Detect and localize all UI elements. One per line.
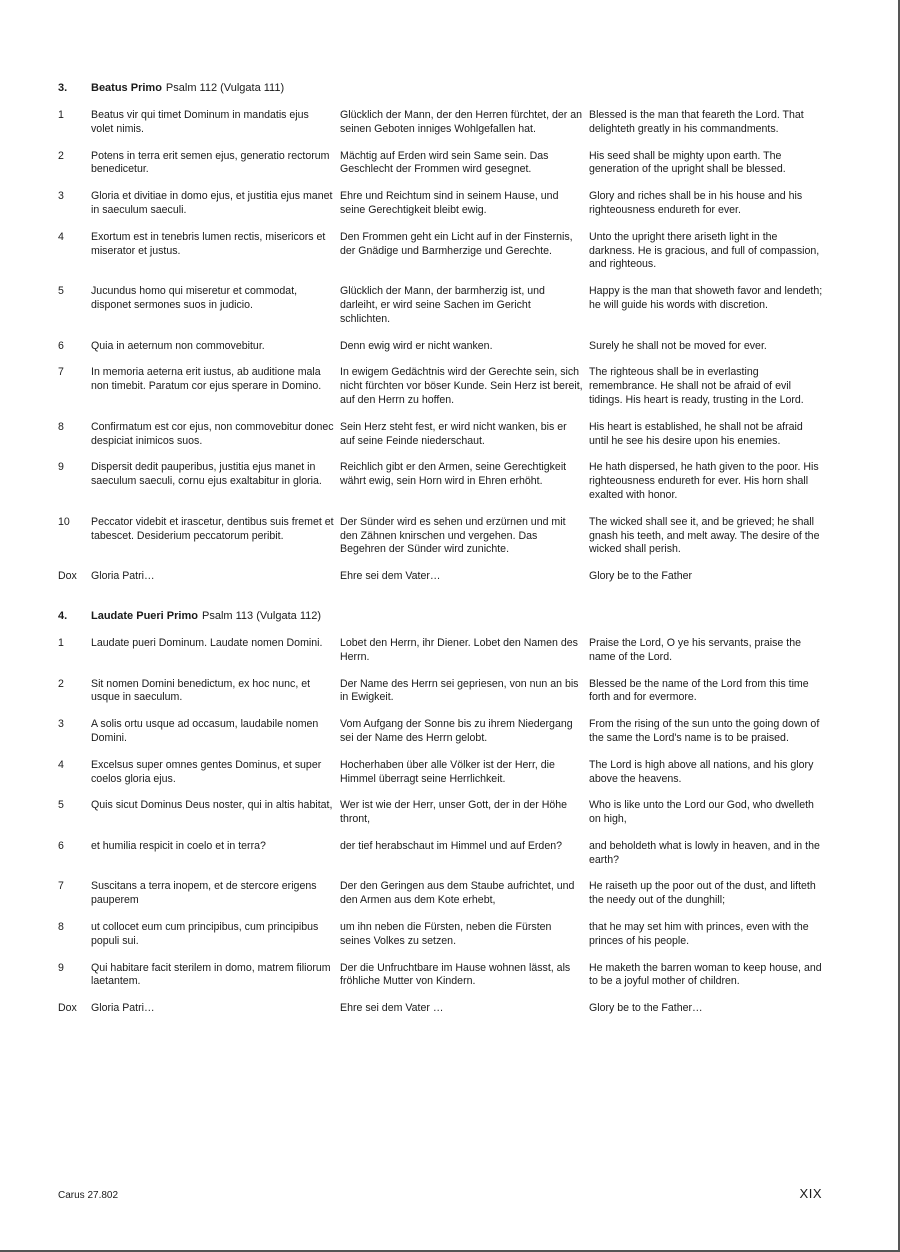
verse-number: 8 — [58, 420, 64, 433]
english-text: From the rising of the sun unto the going down of the same the Lord's name is to be praised. — [589, 718, 820, 744]
section-name: Laudate Pueri Primo — [91, 609, 198, 622]
verse-row — [58, 570, 838, 584]
verse-number: 6 — [58, 339, 64, 352]
english-text: Glory be to the Father… — [589, 1002, 703, 1015]
verse-number: Dox — [58, 570, 77, 583]
verse-number: 7 — [58, 366, 64, 379]
german-text: der tief herabschaut im Himmel und auf Erden? — [340, 839, 562, 852]
english-text: Who is like unto the Lord our God, who dwelleth on high, — [589, 799, 814, 826]
verse-number: 8 — [58, 921, 64, 934]
verse-row — [58, 366, 838, 407]
latin-text: Quis sicut Dominus Deus noster, qui in altis habitat, — [91, 799, 333, 812]
verse-row — [58, 340, 838, 354]
latin-text: Suscitans a terra inopem, et de stercore erigens pauperem — [91, 880, 317, 907]
verse-number: 5 — [58, 285, 64, 298]
verse-row — [58, 1002, 838, 1016]
verse-row — [58, 516, 838, 557]
section-number: 3. — [58, 82, 68, 94]
english-text: Praise the Lord, O ye his servants, praise the name of the Lord. — [589, 636, 801, 663]
section-name: Beatus Primo — [91, 82, 162, 94]
latin-text: ut collocet eum cum principibus, cum principibus populi sui. — [91, 921, 319, 947]
english-text: The wicked shall see it, and be grieved; he shall gnash his teeth, and melt away. The desire of the wicked shall perish. — [589, 515, 820, 556]
german-text: Sein Herz steht fest, er wird nicht wanken, bis er auf seine Feinde niederschaut. — [340, 420, 567, 447]
german-text: Ehre sei dem Vater… — [340, 570, 441, 583]
section-number: 4. — [58, 609, 68, 622]
latin-text: In memoria aeterna erit iustus, ab auditione mala non timebit. Paratum cor ejus sperare in Domino. — [91, 366, 322, 393]
verse-number: 2 — [58, 677, 64, 690]
latin-text: Confirmatum est cor ejus, non commovebitur donec despiciat inimicos suos. — [91, 420, 334, 447]
verse-row — [58, 461, 838, 502]
english-text: He hath dispersed, he hath given to the poor. His righteousness endureth for ever. His horn shall exalted with honor. — [589, 461, 819, 501]
latin-text: Gloria Patri… — [91, 1002, 155, 1015]
verse-number: 6 — [58, 839, 64, 852]
latin-text: Gloria Patri… — [91, 570, 155, 583]
verse-number: 4 — [58, 758, 64, 771]
verse-row — [58, 109, 838, 137]
english-text: The righteous shall be in everlasting remembrance. He shall not be afraid of evil tidings. His heart is ready, trusting in the Lord. — [589, 366, 804, 406]
verse-row — [58, 759, 838, 787]
german-text: Wer ist wie der Herr, unser Gott, der in der Höhe thront, — [340, 799, 568, 826]
german-text: Vom Aufgang der Sonne bis zu ihrem Niedergang sei der Name des Herrn gelobt. — [340, 718, 573, 744]
german-text: Reichlich gibt er den Armen, seine Gerechtigkeit währt ewig, sein Horn wird in Ehren erhöht. — [340, 461, 567, 488]
verse-row — [58, 718, 838, 746]
latin-text: Gloria et divitiae in domo ejus, et justitia ejus manet in saeculum saeculi. — [91, 190, 333, 216]
german-text: Den Frommen geht ein Licht auf in der Finsternis, der Gnädige und Barmherzige und Gerechte. — [340, 230, 573, 257]
english-text: and beholdeth what is lowly in heaven, and in the earth? — [589, 839, 820, 866]
latin-text: A solis ortu usque ad occasum, laudabile nomen Domini. — [91, 718, 319, 744]
english-text: that he may set him with princes, even with the princes of his people. — [589, 921, 809, 947]
german-text: Lobet den Herrn, ihr Diener. Lobet den Namen des Herrn. — [340, 636, 578, 663]
latin-text: Potens in terra erit semen ejus, generatio rectorum benedicetur. — [91, 149, 330, 176]
english-text: Unto the upright there ariseth light in the darkness. He is gracious, and full of compassion, and righteous. — [589, 230, 820, 271]
catalog-number: Carus 27.802 — [58, 1190, 119, 1201]
english-text: His seed shall be mighty upon earth. The generation of the upright shall be blessed. — [589, 149, 786, 176]
section-reference: Psalm 112 (Vulgata 111) — [165, 82, 285, 94]
verse-row — [58, 150, 838, 178]
english-text: Glory be to the Father — [589, 570, 693, 583]
german-text: Glücklich der Mann, der den Herren fürchtet, der an seinen Geboten inniges Wohlgefallen hat. — [340, 109, 583, 135]
english-text: He raiseth up the poor out of the dust, and lifteth the needy out of the dunghill; — [589, 880, 816, 907]
psalm-text-table — [58, 81, 838, 1029]
verse-number: 5 — [58, 799, 64, 812]
verse-number: 3 — [58, 718, 64, 731]
german-text: Denn ewig wird er nicht wanken. — [340, 339, 493, 352]
section-reference: Psalm 113 (Vulgata 112) — [201, 609, 322, 622]
verse-number: 7 — [58, 880, 64, 893]
verse-row — [58, 231, 838, 272]
english-text: Surely he shall not be moved for ever. — [589, 339, 767, 352]
latin-text: Peccator videbit et irascetur, dentibus suis fremet et tabescet. Desiderium peccatorum peribit. — [91, 515, 334, 542]
verse-number: 2 — [58, 149, 64, 162]
english-text: Happy is the man that showeth favor and lendeth; he will guide his words with discretion. — [589, 285, 823, 311]
latin-text: Dispersit dedit pauperibus, justitia ejus manet in saeculum saeculi, cornu ejus exaltabitur in gloria. — [91, 461, 322, 488]
english-text: Blessed be the name of the Lord from this time forth and for evermore. — [589, 677, 809, 704]
german-text: Der die Unfruchtbare im Hause wohnen lässt, als fröhliche Mutter von Kindern. — [340, 961, 571, 988]
english-text: Glory and riches shall be in his house and his righteousness endureth for ever. — [589, 190, 803, 216]
latin-text: et humilia respicit in coelo et in terra? — [91, 839, 266, 852]
latin-text: Beatus vir qui timet Dominum in mandatis ejus volet nimis. — [91, 109, 309, 135]
verse-row — [58, 921, 838, 949]
latin-text: Qui habitare facit sterilem in domo, matrem filiorum laetantem. — [91, 961, 331, 988]
page-number: XIX — [799, 1186, 822, 1201]
english-text: Blessed is the man that feareth the Lord. That delighteth greatly in his commandments. — [589, 109, 804, 135]
verse-row — [58, 799, 838, 827]
verse-row — [58, 190, 838, 218]
latin-text: Laudate pueri Dominum. Laudate nomen Domini. — [91, 636, 323, 649]
german-text: In ewigem Gedächtnis wird der Gerechte sein, sich nicht fürchten vor böser Kunde. Sein Herz ist bereit, auf den Herrn zu hoffen. — [340, 366, 583, 406]
latin-text: Sit nomen Domini benedictum, ex hoc nunc, et usque in saeculum. — [91, 677, 311, 704]
section-heading — [58, 81, 838, 95]
latin-text: Jucundus homo qui miseretur et commodat, disponet sermones suos in judicio. — [91, 285, 298, 311]
section-heading — [58, 609, 838, 623]
verse-row — [58, 421, 838, 449]
verse-row — [58, 840, 838, 868]
section-gap — [58, 597, 838, 609]
verse-number: 9 — [58, 461, 64, 474]
english-text: The Lord is high above all nations, and his glory above the heavens. — [589, 758, 814, 785]
latin-text: Exortum est in tenebris lumen rectis, misericors et miserator et justus. — [91, 230, 326, 257]
verse-row — [58, 880, 838, 908]
english-text: His heart is established, he shall not be afraid until he see his desire upon his enemies. — [589, 420, 803, 447]
verse-row — [58, 637, 838, 665]
latin-text: Excelsus super omnes gentes Dominus, et super coelos gloria ejus. — [91, 758, 322, 785]
german-text: Der Sünder wird es sehen und erzürnen und mit den Zähnen knirschen und vergehen. Das Begehren der Sünder wird zunichte. — [340, 515, 566, 556]
german-text: Der Name des Herrn sei gepriesen, von nun an bis in Ewigkeit. — [340, 677, 579, 704]
german-text: Glücklich der Mann, der barmherzig ist, und darleiht, er wird seine Sachen im Gericht schlichten. — [340, 285, 545, 325]
german-text: Mächtig auf Erden wird sein Same sein. Das Geschlecht der Frommen wird gesegnet. — [340, 149, 549, 176]
verse-row — [58, 962, 838, 990]
verse-number: 4 — [58, 230, 64, 243]
german-text: Ehre und Reichtum sind in seinem Hause, und seine Gerechtigkeit bleibt ewig. — [340, 190, 559, 216]
german-text: Hocherhaben über alle Völker ist der Herr, die Himmel überragt seine Herrlichkeit. — [340, 758, 555, 785]
verse-number: 1 — [58, 109, 64, 121]
english-text: He maketh the barren woman to keep house, and to be a joyful mother of children. — [589, 961, 822, 988]
verse-row — [58, 678, 838, 706]
verse-number: 9 — [58, 961, 64, 974]
verse-number: Dox — [58, 1002, 77, 1015]
german-text: um ihn neben die Fürsten, neben die Fürsten seines Volkes zu setzen. — [340, 921, 552, 947]
verse-row — [58, 285, 838, 326]
latin-text: Quia in aeternum non commovebitur. — [91, 339, 265, 352]
verse-number: 3 — [58, 190, 64, 203]
german-text: Ehre sei dem Vater … — [340, 1002, 444, 1015]
german-text: Der den Geringen aus dem Staube aufrichtet, und den Armen aus dem Kote erhebt, — [340, 880, 575, 907]
verse-number: 1 — [58, 636, 64, 649]
verse-number: 10 — [58, 515, 70, 528]
